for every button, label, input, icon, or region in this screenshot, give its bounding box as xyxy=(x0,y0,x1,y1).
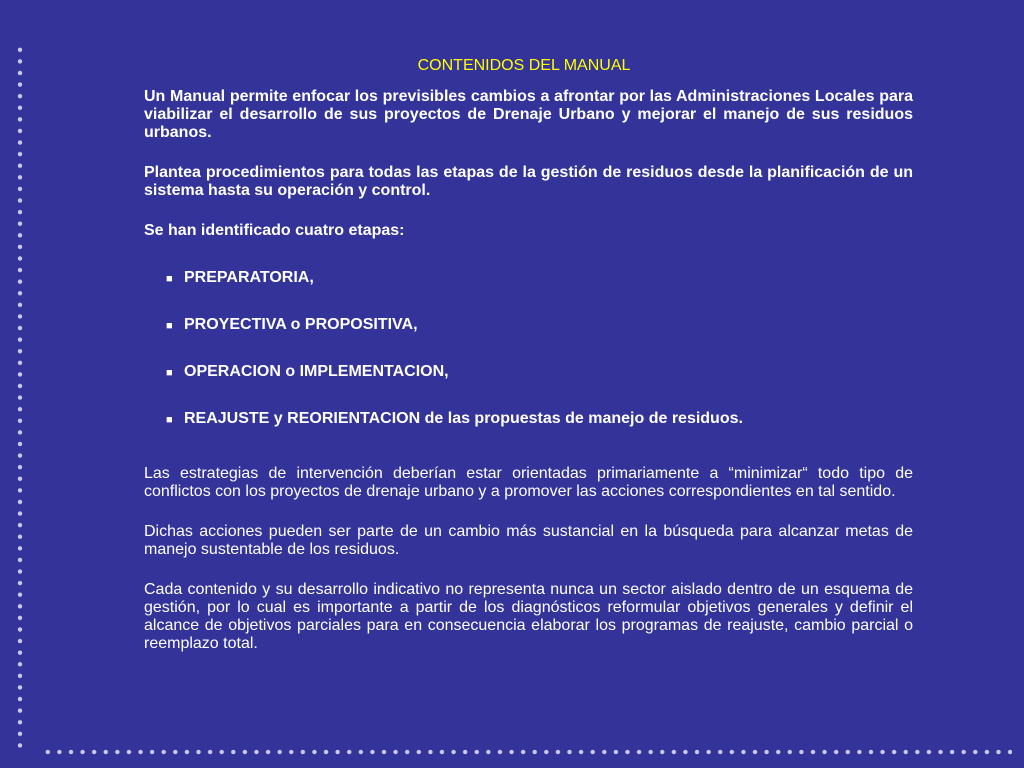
content-development-paragraph: Cada contenido y su desarrollo indicativo no representa nunca un sector aislado dentro de un esquema de gestión, por lo cual es importante a partir de los diagnósticos reformular objetivos generales y definir el alcance de objetivos parciales para en consecuencia elaborar los programas de reajuste, cambio parcial o reemplazo total. xyxy=(144,581,913,652)
stage-label: REAJUSTE y REORIENTACION de las propuestas de manejo de residuos. xyxy=(184,410,743,427)
intro-paragraph: Un Manual permite enfocar los previsibles cambios a afrontar por las Administraciones Locales para viabilizar el desarrollo de sus proyectos de Drenaje Urbano y mejorar el manejo de sus residuos urbanos. xyxy=(144,88,913,141)
square-bullet-icon: ■ xyxy=(166,367,173,379)
stage-label: OPERACION o IMPLEMENTACION, xyxy=(184,363,449,380)
list-item xyxy=(144,363,913,381)
list-item xyxy=(144,316,913,334)
list-item xyxy=(144,410,913,428)
procedures-paragraph: Plantea procedimientos para todas las etapas de la gestión de residuos desde la planificación de un sistema hasta su operación y control. xyxy=(144,164,913,199)
list-item xyxy=(144,269,913,287)
stage-label: PREPARATORIA, xyxy=(184,269,314,286)
actions-paragraph: Dichas acciones pueden ser parte de un cambio más sustancial en la búsqueda para alcanzar metas de manejo sustentable de los residuos. xyxy=(144,523,913,558)
stage-label: PROYECTIVA o PROPOSITIVA, xyxy=(184,316,418,333)
square-bullet-icon: ■ xyxy=(166,273,173,285)
slide-title: CONTENIDOS DEL MANUAL xyxy=(417,57,631,74)
stages-list xyxy=(144,269,913,428)
slide-content xyxy=(144,88,913,653)
bottom-dotted-border xyxy=(42,748,1012,756)
stages-intro: Se han identificado cuatro etapas: xyxy=(144,222,405,239)
strategies-paragraph: Las estrategias de intervención deberían estar orientadas primariamente a “minimizar“ todo tipo de conflictos con los proyectos de drenaje urbano y a promover las acciones correspondientes en tal sentido. xyxy=(144,465,913,500)
square-bullet-icon: ■ xyxy=(166,320,173,332)
square-bullet-icon: ■ xyxy=(166,414,173,426)
left-dotted-border xyxy=(16,44,24,754)
